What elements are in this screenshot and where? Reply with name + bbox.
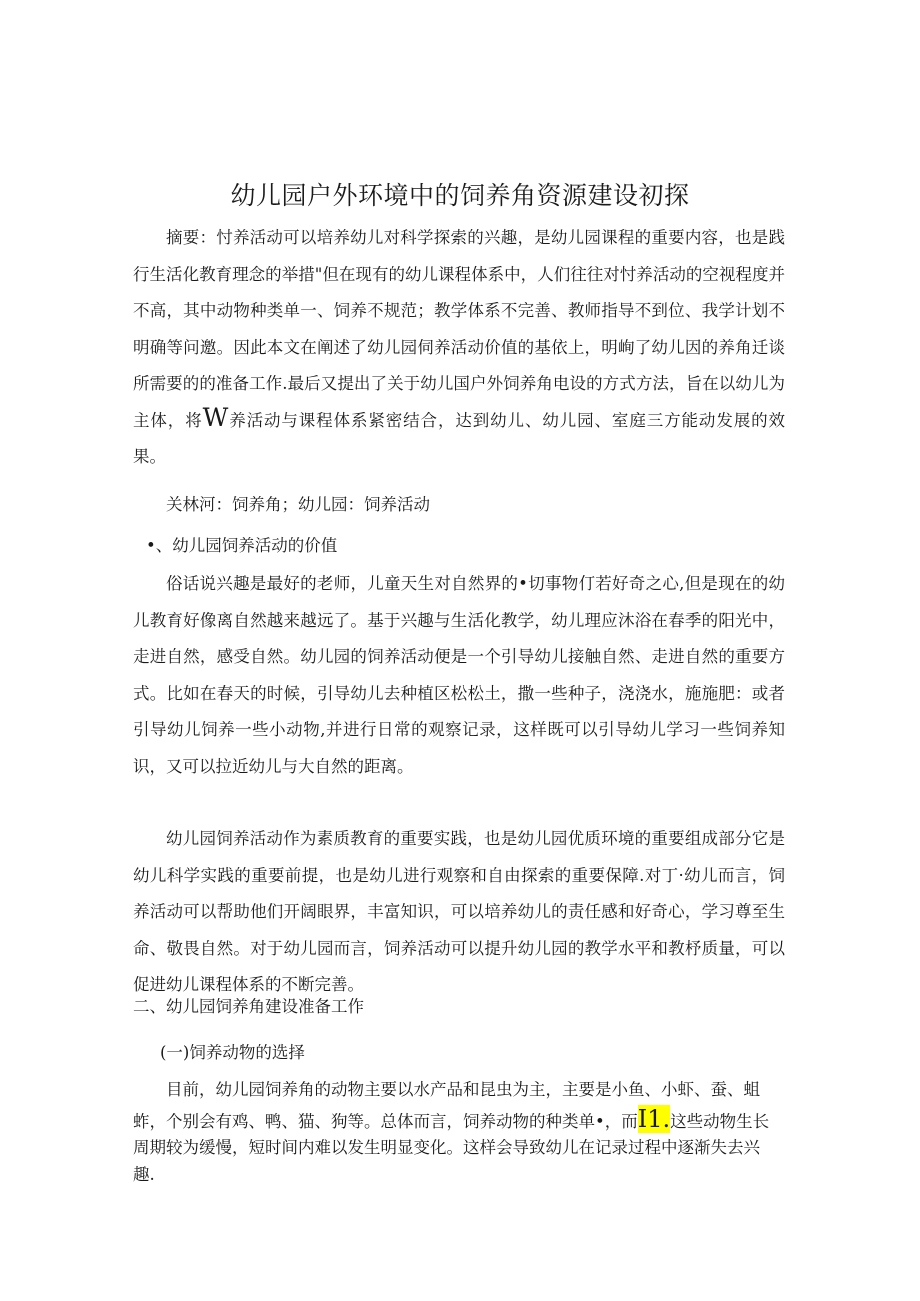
section-1-paragraph-1: 俗话说兴趣是最好的老师，儿童天生对自然界的•切事物仃若好奇之心,但是现在的幼儿教育好像离自然越来越远了。基于兴趣与生活化教学，幼儿理应沐浴在春季的阳光中，走进自然，感受自然。幼儿园的饲养活动便是一个引导幼儿接触自然、走进自然的重要方式。比如在春天的时候，引导幼儿去种植区松松土，撒一些种子，浇浇水，施施肥：或者引导幼儿饲养一些小动物,并进行日常的观察记录，这样既可以引导幼儿学习一些饲养知识，又可以拉近幼儿与大自然的距离。: [133, 574, 785, 776]
abstract-paragraph: [133, 220, 785, 476]
abstract-text-before: 摘要：忖养活动可以培养幼儿对科学探索的兴趣，是幼儿园课程的重要内容，也是践行生活化教育理念的举措"但在现有的幼儿课程体系中，人们往往对忖养活动的空视程度并不高，其中动物种类单一、饲养不规范；教学体系不完善、教师指导不到位、我学计划不明确等问邀。因此本文在阐述了幼儿园伺养活动价值的基依上，明峋了幼儿因的养角迁谈所需要的的准备工作.最后又提出了关于幼儿国户外饲养角电设的方式方法，旨在以幼儿为主体，将: [133, 228, 785, 430]
paragraph-line-2: [133, 1105, 770, 1134]
section-1-heading: •、幼儿园饲养活动的价值: [146, 536, 338, 555]
section-2-heading: 二、幼儿园饲养角建设准备工作: [133, 997, 364, 1016]
paragraph-line-2-after: 这些动物生长: [670, 1112, 770, 1131]
paragraph-line-4: 趣.: [133, 1165, 155, 1184]
highlighted-text: I1.: [637, 1105, 671, 1133]
paragraph-line-3: 周期较为缓慢，短时间内难以发生明显变化。这样会导致幼儿在记录过程中逐渐失去兴: [133, 1138, 760, 1157]
document-title: 幼儿园户外环境中的饲养角资源建设初探: [230, 181, 690, 210]
abstract-big-letter: W: [202, 402, 229, 432]
abstract-text-after: 养活动与课程体系紧密结合，达到幼儿、幼儿园、室庭三方能动发展的效果。: [133, 410, 786, 466]
subsection-1-heading: (一)饲养动物的选择: [160, 1043, 305, 1062]
paragraph-line-2-before: 蚱，个别会有鸡、鸭、猫、狗等。总体而言，饲养动物的种类单•，而: [133, 1112, 638, 1131]
section-1-paragraph-2: 幼儿园饲养活动作为素质教育的重要实践，也是幼儿园优质环境的重要组成部分它是幼儿科学实践的重要前提，也是幼儿进行观察和自由探索的重要保障.对丁·幼儿而言，饲养活动可以帮助他们开阔眼界，丰富知识，可以培养幼儿的责任感和好奇心，学习尊至生命、敬畏自然。对于幼儿园而言，饲养活动可以提升幼儿园的教学水平和教杼质量，可以促进幼儿课程体系的不断完善。: [133, 829, 785, 994]
keywords-line: 关林河：饲养角；幼儿园：饲养活动: [166, 495, 430, 514]
paragraph-line-1: 目前，幼儿园饲养角的动物主要以水产品和昆虫为主，主要是小鱼、小虾、蚕、蛆: [166, 1080, 760, 1099]
